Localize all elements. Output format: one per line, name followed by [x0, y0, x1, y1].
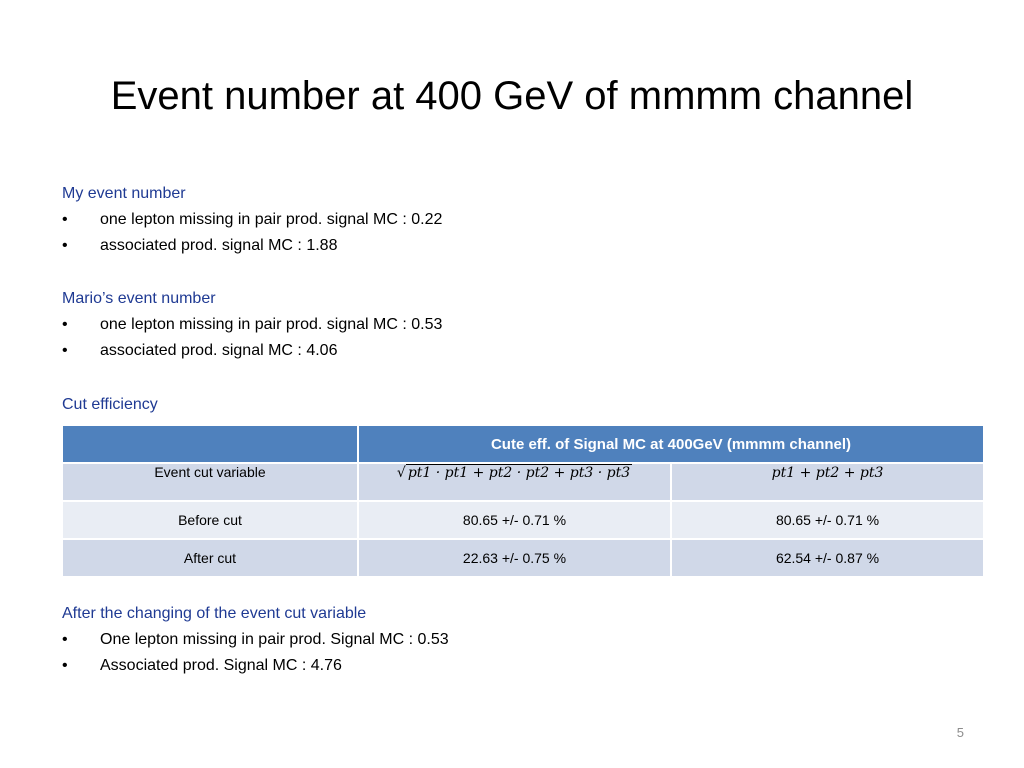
section-heading: Mario’s event number: [62, 290, 216, 307]
table-cell: 62.54 +/- 0.87 %: [671, 539, 984, 577]
cut-variable-2-expression: pt1 + pt2 + pt3: [771, 465, 884, 481]
row-label: Before cut: [62, 501, 358, 539]
bullet-icon: •: [62, 237, 68, 254]
list-item: [62, 312, 442, 338]
bullet-icon: •: [62, 211, 68, 228]
cut-variable-1: [358, 463, 671, 501]
list-item-text: one lepton missing in pair prod. signal MC : 0.53: [100, 316, 443, 333]
table-header-row: [62, 425, 984, 463]
bullet-icon: •: [62, 657, 68, 674]
bullet-icon: •: [62, 342, 68, 359]
cut-variable-2: [671, 463, 984, 501]
list-item-text: Associated prod. Signal MC : 4.76: [100, 657, 342, 674]
my-event-number-section: [62, 181, 442, 259]
list-item: [62, 338, 442, 364]
table-header: Cute eff. of Signal MC at 400GeV (mmmm channel): [358, 425, 984, 463]
section-heading: Cut efficiency: [62, 396, 158, 413]
slide-number: 5: [956, 725, 964, 740]
cut-efficiency-table: [61, 424, 985, 578]
cut-efficiency-section: [62, 392, 158, 418]
sqrt-icon: √: [396, 465, 406, 481]
list-item: [62, 233, 442, 259]
table-row: [62, 539, 984, 577]
slide-title: Event number at 400 GeV of mmmm channel: [110, 74, 914, 118]
cut-variable-1-expression: pt1 · pt1 + pt2 · pt2 + pt3 · pt3: [407, 465, 631, 481]
row-label: After cut: [62, 539, 358, 577]
list-item: [62, 653, 449, 679]
list-item: [62, 207, 442, 233]
marios-event-number-section: [62, 286, 442, 364]
list-item-text: one lepton missing in pair prod. signal MC : 0.22: [100, 211, 443, 228]
table-header-blank: [62, 425, 358, 463]
list-item-text: associated prod. signal MC : 4.06: [100, 342, 338, 359]
bullet-icon: •: [62, 631, 68, 648]
row-label: Event cut variable: [62, 463, 358, 501]
table-cell: 22.63 +/- 0.75 %: [358, 539, 671, 577]
table-cell: 80.65 +/- 0.71 %: [671, 501, 984, 539]
section-heading: My event number: [62, 185, 186, 202]
table-cell: 80.65 +/- 0.71 %: [358, 501, 671, 539]
table-row: [62, 463, 984, 501]
after-change-section: [62, 601, 449, 679]
table-row: [62, 501, 984, 539]
list-item-text: associated prod. signal MC : 1.88: [100, 237, 338, 254]
section-heading: After the changing of the event cut variable: [62, 605, 367, 622]
list-item-text: One lepton missing in pair prod. Signal MC : 0.53: [100, 631, 449, 648]
list-item: [62, 627, 449, 653]
bullet-icon: •: [62, 316, 68, 333]
